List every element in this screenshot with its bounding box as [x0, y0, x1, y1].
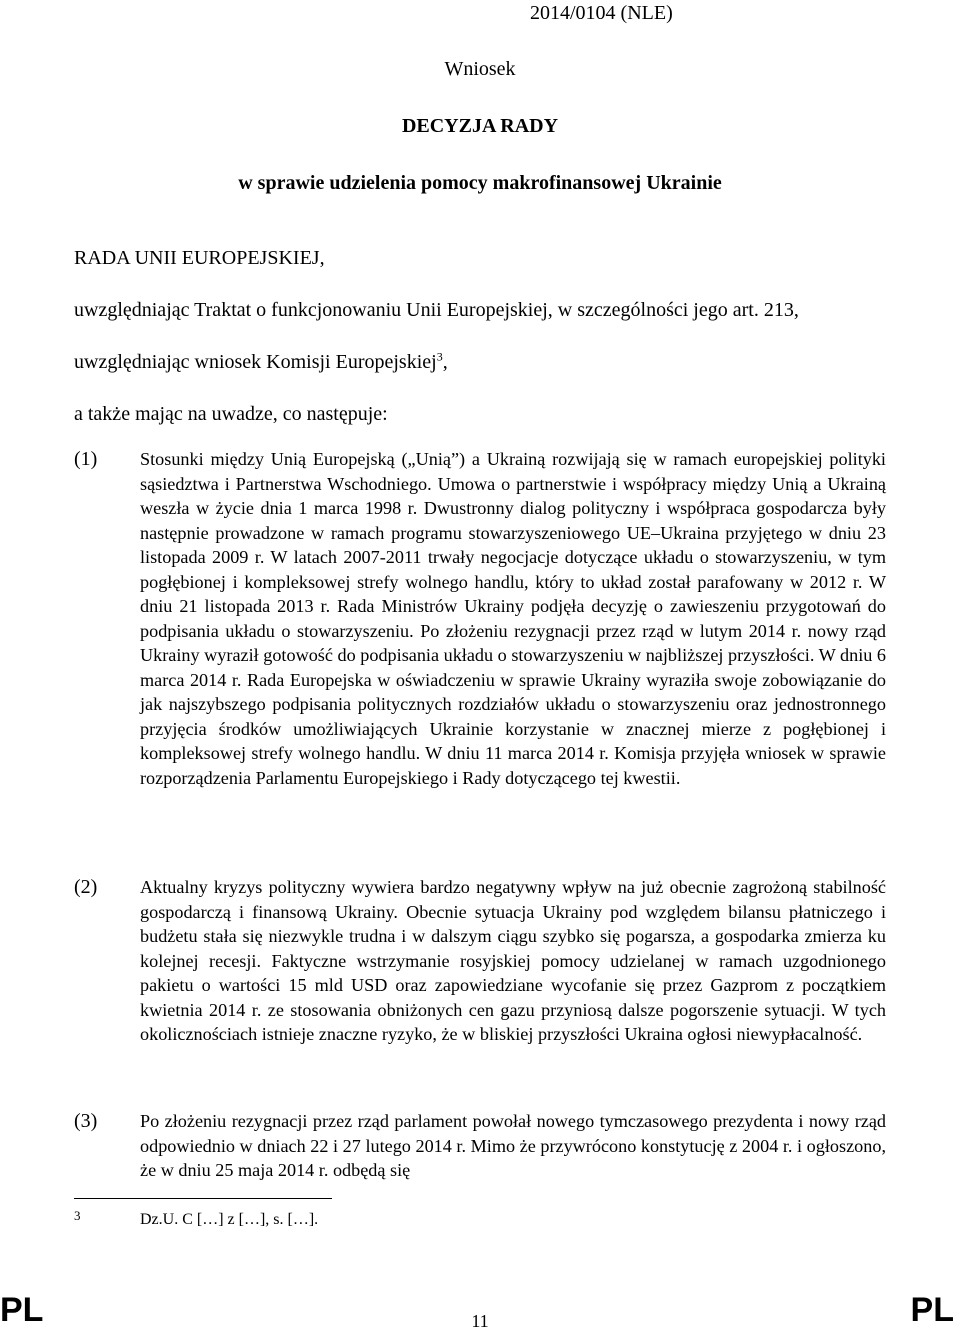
council-heading: RADA UNII EUROPEJSKIEJ, — [74, 247, 325, 269]
recital-2 — [74, 875, 886, 1047]
document-reference: 2014/0104 (NLE) — [530, 2, 673, 24]
whereas-intro: a także mając na uwadze, co następuje: — [74, 403, 388, 425]
recital-number: (1) — [74, 448, 98, 470]
footnote-mark: 3 — [74, 1208, 81, 1223]
recital-text: Stosunki między Unią Europejską („Unią”) a Ukrainą rozwijają się w ramach europejskiej polityki sąsiedztwa i Partnerstwa Wschodniego. Umowa o partnerstwie i współpracy między Unią a Ukrainą weszła w życie dnia 1 marca 1998 r. Dwustronny dialog polityczny i współpraca gospodarcza były następnie prowadzone w ramach programu stowarzyszeniowego UE–Ukraina przyjętego w dniu 23 listopada 2009 r. W latach 2007-2011 trwały negocjacje dotyczące układu o stowarzyszeniu, w tym pogłębionej i kompleksowej strefy wolnego handlu, który to układ został parafowany w 2012 r. W dniu 21 listopada 2013 r. Rada Ministrów Ukrainy podjęła decyzję o zawieszeniu przygotowań do podpisania układu o stowarzyszeniu. Po złożeniu rezygnacji przez rząd w lutym 2014 r. nowy rząd Ukrainy wyraził gotowość do podpisania układu o stowarzyszeniu w najbliższej przyszłości. W dniu 6 marca 2014 r. Rada Europejska w oświadczeniu w sprawie Ukrainy wyraziła swoje zobowiązanie do jak najszybszego podpisania politycznych rozdziałów układu o stowarzyszeniu oraz jednostronnego przyjęcia środków umożliwiających Ukrainie korzystanie w znacznej mierze z pogłębionej i kompleksowej strefy wolnego handlu. W dniu 11 marca 2014 r. Komisja przyjęła wniosek w sprawie rozporządzenia Parlamentu Europejskiego i Rady dotyczącego tej kwestii. — [140, 449, 886, 788]
recital-3 — [74, 1109, 886, 1183]
proposal-label: Wniosek — [444, 58, 516, 80]
recital-number: (2) — [74, 876, 98, 898]
citation-proposal-text: uwzględniając wniosek Komisji Europejskiej — [74, 351, 437, 373]
footnote-separator — [74, 1198, 332, 1199]
decision-title: DECYZJA RADY — [401, 115, 559, 137]
page-number: 11 — [471, 1311, 489, 1331]
recital-text: Po złożeniu rezygnacji przez rząd parlament powołał nowego tymczasowego prezydenta i nowy rząd odpowiednio w dniach 22 i 27 lutego 2014 r. Mimo że przywrócono konstytucję z 2004 r. i ogłoszono, że w dniu 25 maja 2014 r. odbędą się — [140, 1111, 886, 1180]
citation-proposal-end: , — [442, 351, 448, 373]
citation-proposal — [74, 349, 448, 375]
footnote — [74, 1208, 318, 1232]
language-code-right: PL — [910, 1291, 954, 1329]
recital-text: Aktualny kryzys polityczny wywiera bardzo negatywny wpływ na już obecnie zagrożoną stabilność gospodarczą i finansową Ukrainy. Obecnie sytuacja Ukrainy pod względem bilansu płatniczego i budżetu stała się niezwykle trudna i w dalszym ciągu szybko się pogarsza, a gospodarka zmierza ku kolejnej recesji. Faktyczne wstrzymanie rosyjskiej pomocy udzielanej w ramach uzgodnionego pakietu o wartości 15 mld USD oraz zapowiedziane wycofanie się przez Gazprom z początkiem kwietnia 2014 r. ze stosowania obniżonych cen gazu przyniosą dalsze pogorszenie sytuacji. W tych okolicznościach istnieje znaczne ryzyko, że w bliskiej przyszłości Ukraina ogłosi niewypłacalność. — [140, 877, 886, 1044]
decision-subtitle: w sprawie udzielenia pomocy makrofinansowej Ukrainie — [238, 172, 722, 194]
footnote-reference[interactable]: 3 — [436, 349, 443, 364]
footnote-text: Dz.U. C […] z […], s. […]. — [140, 1211, 319, 1228]
citation-treaty: uwzględniając Traktat o funkcjonowaniu Unii Europejskiej, w szczególności jego art. 213, — [74, 299, 799, 321]
recital-number: (3) — [74, 1110, 98, 1132]
recital-1 — [74, 447, 886, 790]
language-code-left: PL — [0, 1291, 44, 1329]
